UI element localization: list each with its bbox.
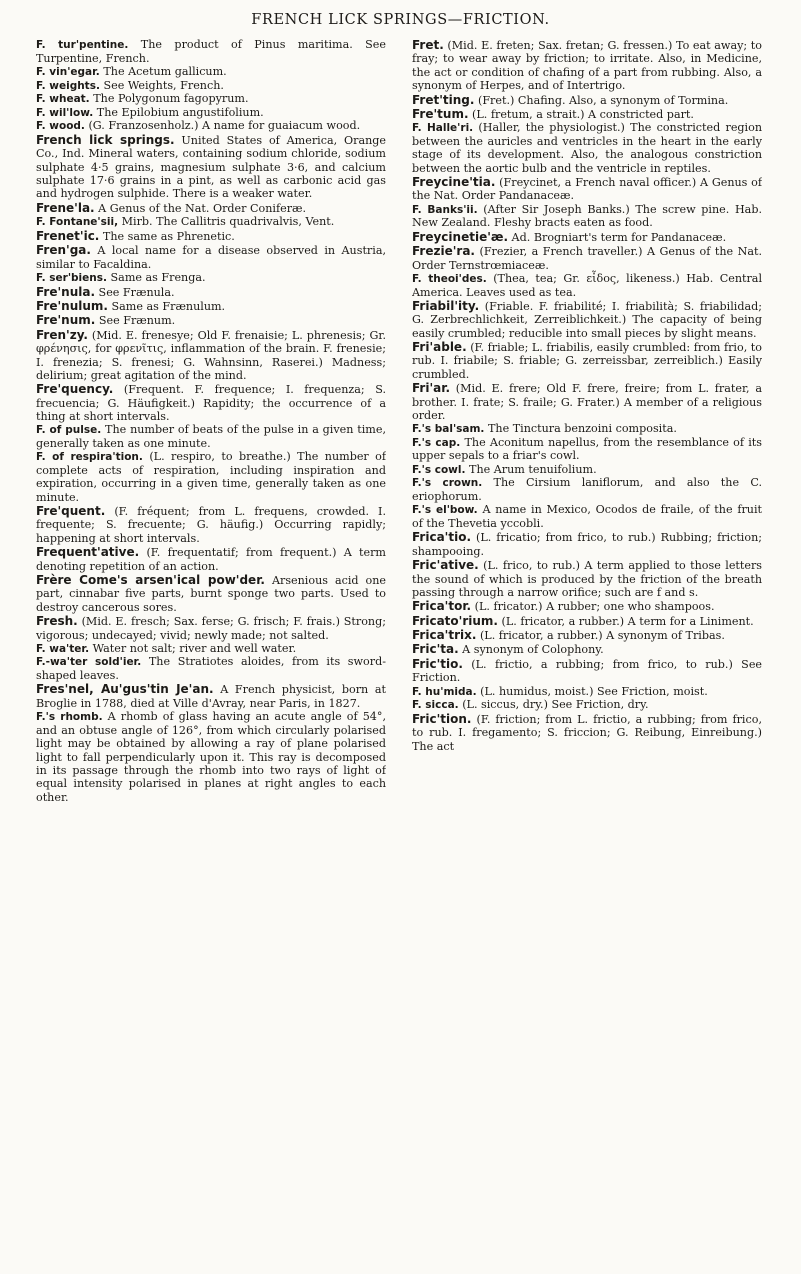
dictionary-entry xyxy=(36,299,386,313)
entry-headword: Fret. xyxy=(412,38,444,52)
dictionary-entry xyxy=(36,545,386,573)
entry-headword: Frenet'ic. xyxy=(36,228,100,243)
entry-headword: Frene'la. xyxy=(36,200,95,215)
entry-definition: The Acetum gallicum. xyxy=(99,64,227,78)
entry-definition: Mirb. The Callitris quadrivalvis, Vent. xyxy=(118,215,335,229)
entry-subheadword: F. of pulse. xyxy=(36,424,102,437)
dictionary-entry xyxy=(36,92,386,106)
entry-headword: Fre'tum. xyxy=(412,106,469,121)
dictionary-entry xyxy=(36,573,386,614)
entry-subheadword: F. sicca. xyxy=(412,699,459,712)
entry-subheadword: F.'s crown. xyxy=(412,477,483,490)
dictionary-entry xyxy=(36,423,386,450)
entry-definition: (Mid. E. freten; Sax. fretan; G. fressen.) To eat away; to fray; to wear away by friction; to irritate. Also, in Medicine, the act or condition of chafing of a part from rubbing. Also, a synonym of Herpes, and of Intertrigo. xyxy=(412,39,762,93)
left-column xyxy=(36,38,386,1266)
dictionary-entry xyxy=(412,642,762,656)
entry-definition: The same as Phrenetic. xyxy=(99,229,235,243)
dictionary-entry xyxy=(36,313,386,327)
entry-definition: A synonym of Colophony. xyxy=(458,643,604,657)
dictionary-entry xyxy=(36,642,386,656)
dictionary-entry xyxy=(412,272,762,299)
dictionary-entry xyxy=(412,422,762,436)
entry-definition: (Frezier, a French traveller.) A Genus of the Nat. Order Ternstrœmiaceæ. xyxy=(412,245,762,272)
dictionary-entry xyxy=(412,436,762,463)
entry-definition: The Epilobium angustifolium. xyxy=(93,105,264,119)
dictionary-entry xyxy=(412,203,762,230)
entry-definition: Water not salt; river and well water. xyxy=(89,641,297,655)
dictionary-entry xyxy=(412,175,762,203)
dictionary-entry xyxy=(412,503,762,530)
entry-definition: (L. siccus, dry.) See Friction, dry. xyxy=(458,698,649,712)
entry-definition: A Genus of the Nat. Order Coniferæ. xyxy=(94,201,307,215)
entry-headword: Fre'num. xyxy=(36,313,96,328)
dictionary-entry xyxy=(36,38,386,65)
dictionary-entry xyxy=(412,107,762,121)
entry-definition: United States of America, Orange Co., Ind. Mineral waters, containing sodium chloride, sodium sulphate 4·5 grains, magnesium sulphate 3·6, and calcium sulphate 17·6 grains in a pint, as well as carbonic acid gas and hydrogen sulphide. There is a weaker water. xyxy=(36,133,386,201)
entry-headword: Frica'tor. xyxy=(412,599,472,614)
entry-definition: The product of Pinus maritima. See Turpentine, French. xyxy=(36,38,386,65)
entry-definition: Arsenious acid one part, cinnabar five parts, burnt sponge two parts. Used to destroy cancerous sores. xyxy=(36,573,386,614)
dictionary-entry xyxy=(412,712,762,753)
entry-definition: (F. frequentatif; from frequent.) A term denoting repetition of an action. xyxy=(36,546,386,573)
dictionary-entry xyxy=(36,328,386,383)
entry-definition: (L. fricator, a rubber.) A term for a Liniment. xyxy=(497,614,754,628)
dictionary-entry xyxy=(36,710,386,804)
entry-headword: Freycine'tia. xyxy=(412,175,496,190)
entry-definition: A rhomb of glass having an acute angle of 54°, and an obtuse angle of 126°, from which circularly polarised light may be obtained by allowing a ray of plane polarised light to fall perpendicularly upon it. This ray is decomposed in its passage through the rhomb into two rays of light of equal intensity polarised in planes at right angles to each other. xyxy=(36,710,386,804)
dictionary-entry xyxy=(36,450,386,504)
dictionary-entry xyxy=(412,38,762,93)
dictionary-entry xyxy=(412,698,762,712)
entry-subheadword: F.'s el'bow. xyxy=(412,504,478,517)
dictionary-entry xyxy=(412,463,762,477)
entry-subheadword: F. wood. xyxy=(36,120,85,133)
entry-definition: (F. friction; from L. frictio, a rubbing; from frico, to rub. I. fregamento; S. friccion; G. Reibung, Einreibung.) The act xyxy=(412,712,762,753)
entry-subheadword: F. ser'biens. xyxy=(36,271,107,284)
entry-definition: A local name for a disease observed in Austria, similar to Facaldina. xyxy=(36,244,386,271)
dictionary-entry xyxy=(412,628,762,642)
entry-definition: The Cirsium laniflorum, and also the C. eriophorum. xyxy=(412,476,762,504)
entry-definition: See Weights, French. xyxy=(99,78,224,92)
entry-headword: Fric'ative. xyxy=(412,558,479,573)
entry-headword: Fri'ar. xyxy=(412,381,450,396)
entry-definition: (Haller, the physiologist.) The constricted region between the auricles and ventricles in the heart in the early stage of its development. Also, the analogous constriction between the aortic bulb and the ventricle in reptiles. xyxy=(412,121,762,175)
entry-headword: Fric'tio. xyxy=(412,656,463,671)
entry-headword: Frica'trix. xyxy=(412,628,477,643)
entry-definition: The Polygonum fagopyrum. xyxy=(89,92,249,106)
dictionary-entry xyxy=(412,476,762,503)
entry-definition: Same as Frænulum. xyxy=(107,299,226,313)
dictionary-entry xyxy=(36,655,386,682)
entry-definition: (F. fréquent; from L. frequens, crowded. I. frequente; S. frecuente; G. häufig.) Occurring rapidly; happening at short intervals. xyxy=(36,505,386,545)
dictionary-entry xyxy=(412,614,762,628)
entry-subheadword: F.'s cowl. xyxy=(412,463,466,476)
dictionary-entry xyxy=(36,215,386,229)
entry-definition: The number of beats of the pulse in a given time, generally taken as one minute. xyxy=(36,423,386,450)
entry-subheadword: F. wa'ter. xyxy=(36,642,90,655)
entry-subheadword: F. weights. xyxy=(36,79,100,92)
entry-definition: (L. frico, to rub.) A term applied to those letters the sound of which is produced by the friction of the breath passing through a narrow orifice; such are f and s. xyxy=(412,559,762,599)
entry-headword: Fre'quency. xyxy=(36,382,114,397)
dictionary-entry xyxy=(412,381,762,422)
entry-headword: Frère Come's arsen'ical pow'der. xyxy=(36,572,265,587)
dictionary-entry xyxy=(36,504,386,545)
entry-definition: A French physicist, born at Broglie in 1788, died at Ville d'Avray, near Paris, in 1827. xyxy=(36,683,386,710)
entry-definition: The Aconitum napellus, from the resemblance of its upper sepals to a friar's cowl. xyxy=(412,435,762,463)
dictionary-entry xyxy=(36,201,386,215)
entry-definition: (Frequent. F. frequence; I. frequenza; S. frecuencia; G. Häufigkeit.) Rapidity; the occurrence of a thing at short intervals. xyxy=(36,383,386,424)
entry-headword: Fre'quent. xyxy=(36,504,106,519)
entry-definition: (G. Franzosenholz.) A name for guaiacum wood. xyxy=(84,119,361,133)
entry-headword: French lick springs. xyxy=(36,132,175,147)
entry-headword: Fri'able. xyxy=(412,340,467,355)
entry-definition: (L. fricatio; from frico, to rub.) Rubbing; friction; shampooing. xyxy=(412,531,762,558)
dictionary-entry xyxy=(36,243,386,271)
entry-headword: Frica'tio. xyxy=(412,530,471,545)
entry-headword: Fret'ting. xyxy=(412,92,475,107)
entry-definition: (Mid. E. frere; Old F. frere, freire; from L. frater, a brother. I. frate; S. fraile; G. Frater.) A member of a religious order. xyxy=(412,382,762,422)
dictionary-entry xyxy=(412,599,762,613)
dictionary-entry xyxy=(36,614,386,642)
entry-headword: Frequent'ative. xyxy=(36,545,140,560)
entry-subheadword: F. theoi'des. xyxy=(412,272,487,285)
dictionary-entry xyxy=(412,121,762,175)
entry-definition: (Friable. F. friabilité; I. friabilità; S. friabilidad; G. Zerbrechlichkeit, Zerreiblichkeit.) The capacity of being easily crumbled; reducible into small pieces by slight means. xyxy=(412,299,762,340)
entry-definition: A name in Mexico, Ocodos de fraile, of the fruit of the Thevetia yccobli. xyxy=(412,503,762,531)
dictionary-entry xyxy=(412,685,762,699)
entry-definition: (L. respiro, to breathe.) The number of complete acts of respiration, including inspiration and expiration, occurring in a given time, generally taken as one minute. xyxy=(36,450,386,504)
entry-subheadword: F. wil'low. xyxy=(36,106,94,119)
entry-definition: The Stratiotes aloides, from its sword-shaped leaves. xyxy=(36,655,386,683)
entry-headword: Fresh. xyxy=(36,614,78,629)
entry-definition: (F. friable; L. friabilis, easily crumbled: from frio, to rub. I. friabile; S. friable; G. zerreissbar, zerreiblich.) Easily crumbled. xyxy=(412,341,762,381)
dictionary-entry xyxy=(36,682,386,710)
dictionary-entry xyxy=(412,657,762,685)
entry-headword: Fre'nulum. xyxy=(36,298,108,313)
dictionary-entry xyxy=(36,119,386,133)
page-title: FRENCH LICK SPRINGS—FRICTION. xyxy=(251,12,550,28)
entry-subheadword: F.'s cap. xyxy=(412,436,461,449)
entry-headword: Fric'ta. xyxy=(412,642,459,657)
entry-headword: Fren'ga. xyxy=(36,243,91,258)
right-column xyxy=(412,38,762,1266)
dictionary-entry xyxy=(412,230,762,244)
entry-headword: Fric'tion. xyxy=(412,711,472,726)
entry-headword: Friabil'ity. xyxy=(412,298,480,313)
entry-definition: (L. fricator, a rubber.) A synonym of Tribas. xyxy=(476,629,725,643)
dictionary-entry xyxy=(412,530,762,558)
entry-headword: Fres'nel, Au'gus'tin Je'an. xyxy=(36,682,214,697)
entry-subheadword: F. Banks'ii. xyxy=(412,203,478,216)
entry-subheadword: F. Halle'ri. xyxy=(412,122,474,135)
entry-definition: (Freycinet, a French naval officer.) A Genus of the Nat. Order Pandanaceæ. xyxy=(412,176,762,203)
entry-headword: Fricato'rium. xyxy=(412,613,498,628)
dictionary-entry xyxy=(36,285,386,299)
entry-subheadword: F. tur'pentine. xyxy=(36,39,129,51)
entry-definition: Ad. Brogniart's term for Pandanaceæ. xyxy=(508,230,727,244)
entry-subheadword: F.-wa'ter sold'ier. xyxy=(36,656,142,669)
entry-definition: (Thea, tea; Gr. εἶδος, likeness.) Hab. Central America. Leaves used as tea. xyxy=(412,271,762,299)
entry-definition: (L. humidus, moist.) See Friction, moist. xyxy=(476,684,708,698)
dictionary-entry xyxy=(36,382,386,423)
entry-subheadword: F. hu'mida. xyxy=(412,685,477,698)
entry-headword: Frezie'ra. xyxy=(412,244,475,259)
entry-subheadword: F. of respira'tion. xyxy=(36,451,143,464)
entry-definition: See Frænum. xyxy=(95,314,176,328)
entry-definition: (L. frictio, a rubbing; from frico, to rub.) See Friction. xyxy=(412,657,762,685)
entry-subheadword: F.'s bal'sam. xyxy=(412,423,485,436)
dictionary-entry xyxy=(412,93,762,107)
entry-headword: Freycinetie'æ. xyxy=(412,229,509,244)
dictionary-entry xyxy=(412,340,762,381)
dictionary-entry xyxy=(412,558,762,599)
entry-definition: (Fret.) Chafing. Also, a synonym of Tormina. xyxy=(474,93,729,107)
entry-subheadword: F.'s rhomb. xyxy=(36,711,103,724)
dictionary-entry xyxy=(36,106,386,120)
entry-headword: Fren'zy. xyxy=(36,327,88,342)
entry-definition: (L. fricator.) A rubber; one who shampoos. xyxy=(471,600,715,614)
entry-subheadword: F. wheat. xyxy=(36,93,90,106)
entry-subheadword: F. vin'egar. xyxy=(36,65,100,78)
dictionary-entry xyxy=(36,133,386,201)
entry-definition: (Mid. E. frenesye; Old F. frenaisie; L. phrenesis; Gr. φρένησις, for φρενῖτις, inflammation of the brain. F. frenesie; I. frenezia; S. frenesi; G. Wahnsinn, Raserei.) Madness; delirium; great agitation of the mind. xyxy=(36,328,386,382)
dictionary-entry xyxy=(36,79,386,93)
entry-definition: (L. fretum, a strait.) A constricted part. xyxy=(468,107,694,121)
entry-headword: Fre'nula. xyxy=(36,284,96,299)
entry-definition: The Tinctura benzoini composita. xyxy=(484,422,677,436)
entry-definition: See Frænula. xyxy=(95,285,175,299)
dictionary-entry xyxy=(36,271,386,285)
entry-subheadword: F. Fontane'sii, xyxy=(36,216,119,229)
dictionary-entry xyxy=(412,244,762,272)
entry-definition: The Arum tenuifolium. xyxy=(465,462,597,476)
entry-definition: Same as Frenga. xyxy=(107,270,206,284)
entry-definition: (Mid. E. fresch; Sax. ferse; G. frisch; F. frais.) Strong; vigorous; undecayed; vivid; newly made; not salted. xyxy=(36,615,386,642)
dictionary-entry xyxy=(36,65,386,79)
dictionary-entry xyxy=(36,229,386,243)
dictionary-entry xyxy=(412,299,762,340)
entry-definition: (After Sir Joseph Banks.) The screw pine. Hab. New Zealand. Fleshy bracts eaten as food. xyxy=(412,202,762,230)
